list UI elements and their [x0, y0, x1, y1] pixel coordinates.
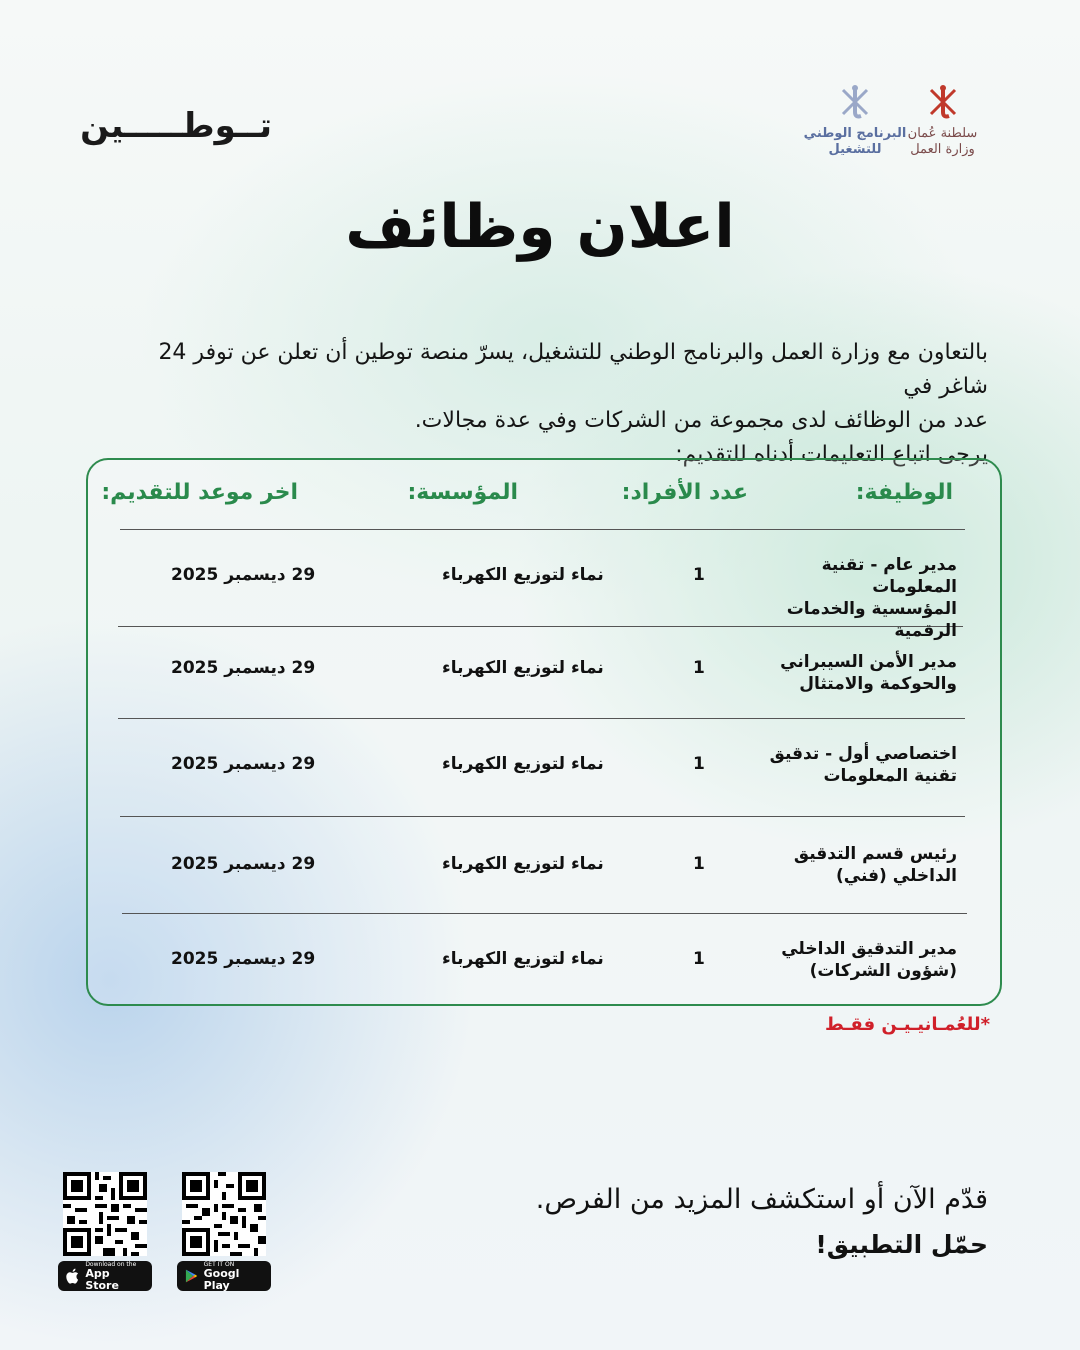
table-row-company: نماء لتوزيع الكهرباء — [442, 949, 604, 969]
omanis-only-note: *للعُمـانيـيـن فقـط — [824, 1014, 990, 1035]
google-play-icon — [185, 1268, 198, 1284]
page-title: اعلان وظائف — [345, 192, 735, 262]
app-store-small-text: Download on the — [85, 1260, 137, 1268]
national-employment-program-logo — [800, 82, 910, 162]
job-title-line2: (شؤون الشركات) — [809, 961, 957, 981]
table-row-company: نماء لتوزيع الكهرباء — [442, 754, 604, 774]
table-row-deadline: 29 ديسمبر 2025 — [171, 754, 316, 774]
job-title-line2: والحوكمة والامتثال — [799, 674, 957, 694]
google-play-button[interactable] — [177, 1261, 271, 1291]
table-row-job — [767, 554, 957, 642]
header-deadline: اخر موعد للتقديم: — [101, 480, 298, 505]
table-row-company: نماء لتوزيع الكهرباء — [442, 565, 604, 585]
mol-logo-line2: وزارة العمل — [910, 142, 975, 157]
table-divider — [118, 718, 965, 719]
google-play-big-text: Googl Play — [203, 1266, 240, 1292]
cta-apply-text: قدّم الآن أو استكشف المزيد من الفرص. — [535, 1184, 988, 1215]
khanjar-emblem-icon — [923, 82, 963, 122]
table-row-company: نماء لتوزيع الكهرباء — [442, 658, 604, 678]
app-store-button[interactable] — [58, 1261, 152, 1291]
table-row-deadline: 29 ديسمبر 2025 — [171, 949, 316, 969]
table-row-count: 1 — [693, 949, 705, 969]
nep-logo-line2: للتشغيل — [828, 142, 882, 157]
job-title-line2: المؤسسية والخدمات الرقمية — [786, 599, 957, 641]
table-row-count: 1 — [693, 658, 705, 678]
table-row-deadline: 29 ديسمبر 2025 — [171, 854, 316, 874]
table-row-job — [767, 743, 957, 787]
apple-icon — [66, 1268, 79, 1284]
google-play-small-text: GET IT ON — [203, 1260, 235, 1268]
table-row-job — [767, 651, 957, 695]
nep-logo-line1: البرنامج الوطني — [803, 126, 907, 141]
job-title-line1: مدير التدقيق الداخلي — [781, 939, 957, 959]
job-title-line2: الداخلي (فني) — [836, 866, 957, 886]
google-play-label — [204, 1261, 263, 1292]
table-divider — [122, 913, 967, 914]
job-title-line1: اختصاصي أول - تدقيق — [769, 744, 957, 764]
ministry-of-labour-logo — [905, 82, 980, 162]
khanjar-emblem-icon — [835, 82, 875, 122]
app-store-big-text: App Store — [85, 1266, 119, 1292]
header-company: المؤسسة: — [407, 480, 518, 505]
cta-download-text: حمّل التطبيق! — [815, 1230, 988, 1259]
job-title-line1: مدير الأمن السيبراني — [780, 652, 957, 672]
table-row-deadline: 29 ديسمبر 2025 — [171, 565, 316, 585]
totween-brand-logo — [80, 100, 282, 152]
table-row-job — [767, 938, 957, 982]
table-row-deadline: 29 ديسمبر 2025 — [171, 658, 316, 678]
header-count: عدد الأفراد: — [621, 480, 748, 505]
qr-code-googleplay[interactable] — [182, 1172, 266, 1256]
table-divider — [120, 816, 965, 817]
jobs-table-card — [86, 458, 1002, 1006]
table-divider — [120, 529, 965, 530]
brand-name: تــوطـــــين — [80, 106, 272, 146]
job-title-line2: تقنية المعلومات — [823, 766, 957, 786]
intro-line-1: بالتعاون مع وزارة العمل والبرنامج الوطني للتشغيل، يسرّ منصة توطين أن تعلن عن توفر 24 شاغر في — [158, 340, 988, 399]
intro-line-2: عدد من الوظائف لدى مجموعة من الشركات وفي عدة مجالات. — [414, 408, 988, 433]
table-row-job — [767, 843, 957, 887]
table-row-count: 1 — [693, 754, 705, 774]
app-store-label — [85, 1261, 144, 1292]
header-job: الوظيفة: — [855, 480, 953, 505]
qr-code-appstore[interactable] — [63, 1172, 147, 1256]
job-title-line1: مدير عام - تقنية المعلومات — [821, 555, 957, 597]
table-row-company: نماء لتوزيع الكهرباء — [442, 854, 604, 874]
mol-logo-line1: سلطنة عُمان — [907, 126, 978, 141]
job-title-line1: رئيس قسم التدقيق — [793, 844, 957, 864]
table-row-count: 1 — [693, 854, 705, 874]
intro-line-3: يرجى اتباع التعليمات أدناه للتقديم: — [675, 442, 988, 467]
intro-paragraph — [108, 336, 988, 472]
table-row-count: 1 — [693, 565, 705, 585]
